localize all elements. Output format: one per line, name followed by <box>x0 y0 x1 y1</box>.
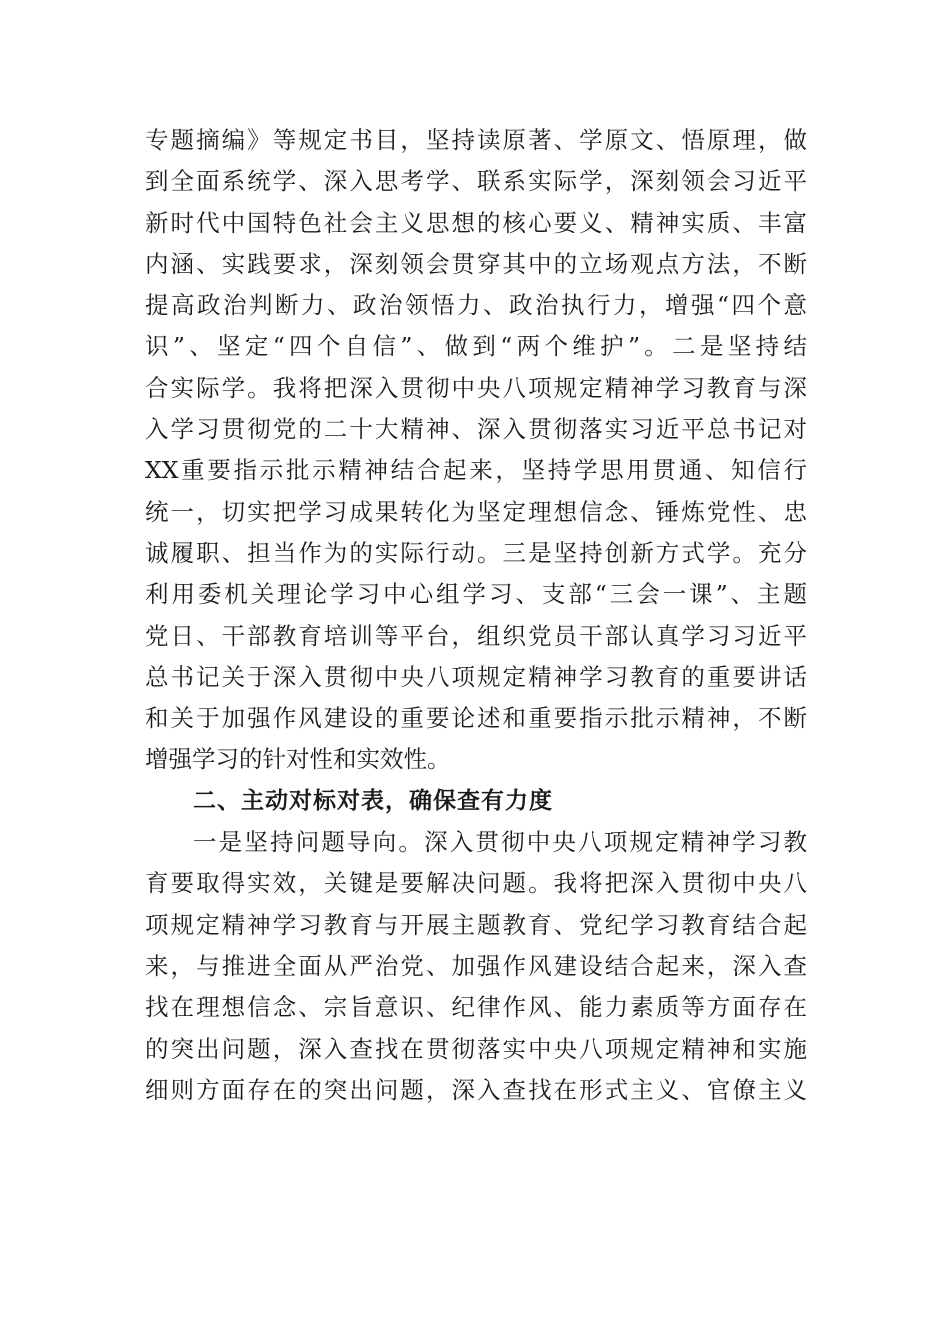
text-line: 总书记关于深入贯彻中央八项规定精神学习教育的重要讲话 <box>145 662 807 691</box>
text-line: 新时代中国特色社会主义思想的核心要义、精神实质、丰富 <box>145 208 807 237</box>
text-line: 项规定精神学习教育与开展主题教育、党纪学习教育结合起 <box>145 910 807 939</box>
text-line: 到全面系统学、深入思考学、联系实际学，深刻领会习近平 <box>145 167 807 196</box>
text-line: 增强学习的针对性和实效性。 <box>145 745 451 774</box>
text-line: XX重要指示批示精神结合起来，坚持学思用贯通、知信行 <box>145 456 807 485</box>
paragraph-2 <box>145 822 807 1111</box>
section-heading: 二、主动对标对表，确保查有力度 <box>193 787 553 814</box>
text-line: 的突出问题，深入查找在贯彻落实中央八项规定精神和实施 <box>145 1034 807 1063</box>
text-line: 利用委机关理论学习中心组学习、支部“三会一课”、主题 <box>145 580 807 609</box>
text-line: 识”、坚定“四个自信”、做到“两个维护”。二是坚持结 <box>145 332 807 361</box>
text-line: 内涵、实践要求，深刻领会贯穿其中的立场观点方法，不断 <box>145 249 807 278</box>
text-line: 专题摘编》等规定书目，坚持读原著、学原文、悟原理，做 <box>145 126 807 154</box>
text-line: 党日、干部教育培训等平台，组织党员干部认真学习习近平 <box>145 621 807 650</box>
text-line: 提高政治判断力、政治领悟力、政治执行力，增强“四个意 <box>145 291 807 320</box>
text-line: 统一，切实把学习成果转化为坚定理想信念、锤炼党性、忠 <box>145 497 807 526</box>
text-line: 一是坚持问题导向。深入贯彻中央八项规定精神学习教 <box>193 828 807 857</box>
text-line: 合实际学。我将把深入贯彻中央八项规定精神学习教育与深 <box>145 373 807 402</box>
text-line: 细则方面存在的突出问题，深入查找在形式主义、官僚主义 <box>145 1075 807 1104</box>
text-line: 诚履职、担当作为的实际行动。三是坚持创新方式学。充分 <box>145 538 807 567</box>
text-line: 找在理想信念、宗旨意识、纪律作风、能力素质等方面存在 <box>145 993 807 1022</box>
document-body <box>145 120 807 1111</box>
paragraph-1 <box>145 120 807 781</box>
text-line: 和关于加强作风建设的重要论述和重要指示批示精神，不断 <box>145 704 807 733</box>
text-line: 入学习贯彻党的二十大精神、深入贯彻落实习近平总书记对 <box>145 415 807 444</box>
text-line: 育要取得实效，关键是要解决问题。我将把深入贯彻中央八 <box>145 869 807 898</box>
text-line: 来，与推进全面从严治党、加强作风建设结合起来，深入查 <box>145 951 807 980</box>
